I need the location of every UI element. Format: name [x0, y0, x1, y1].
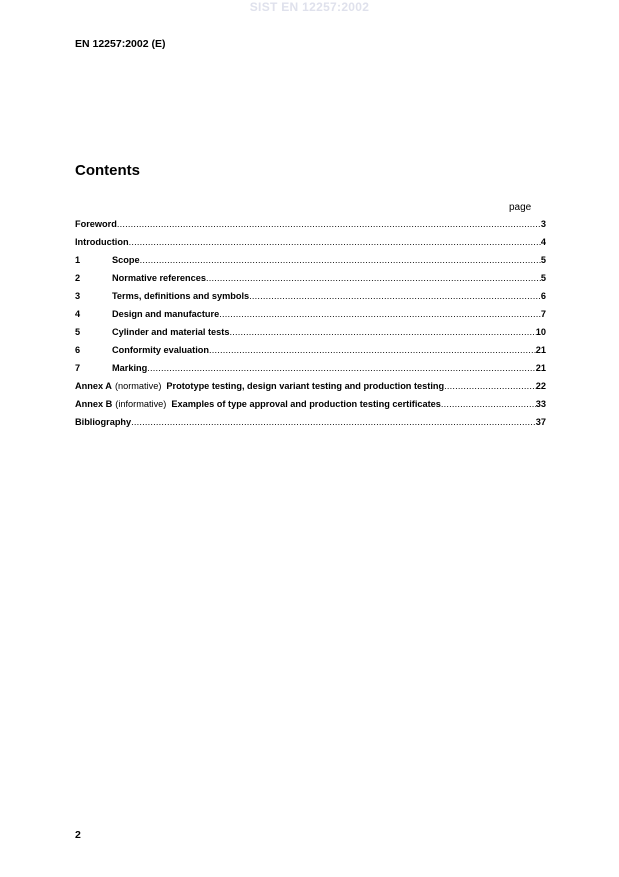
toc-entry-page: 21 [535, 363, 546, 373]
toc-entry-page: 5 [540, 255, 546, 265]
toc-entry-bibliography[interactable] [75, 417, 546, 435]
toc-entry-cylinder-material-tests[interactable] [75, 327, 546, 345]
toc-entry-page: 21 [535, 345, 546, 355]
toc-entry-page: 37 [535, 417, 546, 427]
toc-entry-number: 7 [75, 363, 81, 373]
toc-entry-marking[interactable] [75, 363, 546, 381]
toc-entry-number: Annex B [75, 399, 113, 409]
toc-entry-terms-definitions-symbols[interactable] [75, 291, 546, 309]
toc-entry-number: 2 [75, 273, 81, 283]
dot-leader [209, 345, 536, 355]
toc-entry-introduction[interactable] [75, 237, 546, 255]
toc-entry-page: 5 [540, 273, 546, 283]
toc-entry-title: Conformity evaluation [112, 345, 209, 355]
toc-entry-number: Annex A [75, 381, 112, 391]
toc-entry-design-manufacture[interactable] [75, 309, 546, 327]
toc-entry-title: Terms, definitions and symbols [112, 291, 250, 301]
toc-entry-title: Foreword [75, 219, 117, 229]
toc-entry-title: Introduction [75, 237, 129, 247]
toc-entry-number: 3 [75, 291, 81, 301]
page-column-label: page [509, 202, 532, 213]
dot-leader [129, 237, 541, 247]
toc-entry-number: 1 [75, 255, 81, 265]
toc-entry-title: Design and manufacture [112, 309, 220, 319]
toc-entry-page: 33 [535, 399, 546, 409]
toc-entry-title: Normative references [112, 273, 206, 283]
toc-entry-normative-references[interactable] [75, 273, 546, 291]
toc-entry-title: Bibliography [75, 417, 132, 427]
toc-entry-foreword[interactable] [75, 219, 546, 237]
dot-leader [131, 417, 536, 427]
toc-entry-annex-b[interactable] [75, 399, 546, 417]
toc-entry-number: 6 [75, 345, 81, 355]
toc-entry-number: 4 [75, 309, 81, 319]
toc-entry-title: Cylinder and material tests [112, 327, 230, 337]
table-of-contents [75, 219, 546, 435]
toc-entry-annex-type: (normative) [114, 381, 162, 391]
toc-entry-page: 7 [540, 309, 546, 319]
toc-entry-title: Scope [112, 255, 140, 265]
toc-entry-annex-type: (informative) [115, 399, 167, 409]
dot-leader [249, 291, 541, 301]
toc-entry-title: Prototype testing, design variant testing and production testing [166, 381, 445, 391]
dot-leader [219, 309, 541, 319]
toc-entry-page: 4 [540, 237, 546, 247]
toc-entry-conformity-evaluation[interactable] [75, 345, 546, 363]
toc-entry-number: 5 [75, 327, 81, 337]
contents-heading: Contents [75, 162, 140, 179]
dot-leader [140, 255, 541, 265]
toc-entry-title: Marking [112, 363, 148, 373]
dot-leader [117, 219, 541, 229]
toc-entry-annex-a[interactable] [75, 381, 546, 399]
page-number: 2 [75, 829, 81, 841]
toc-entry-page: 6 [540, 291, 546, 301]
watermark: SIST EN 12257:2002 [249, 0, 370, 14]
dot-leader [441, 399, 536, 409]
toc-entry-page: 10 [535, 327, 546, 337]
toc-entry-scope[interactable] [75, 255, 546, 273]
dot-leader [147, 363, 536, 373]
toc-entry-page: 3 [540, 219, 546, 229]
dot-leader [444, 381, 536, 391]
dot-leader [229, 327, 535, 337]
document-id: EN 12257:2002 (E) [75, 38, 166, 50]
toc-entry-title: Examples of type approval and production testing certificates [171, 399, 441, 409]
toc-entry-page: 22 [535, 381, 546, 391]
dot-leader [206, 273, 541, 283]
